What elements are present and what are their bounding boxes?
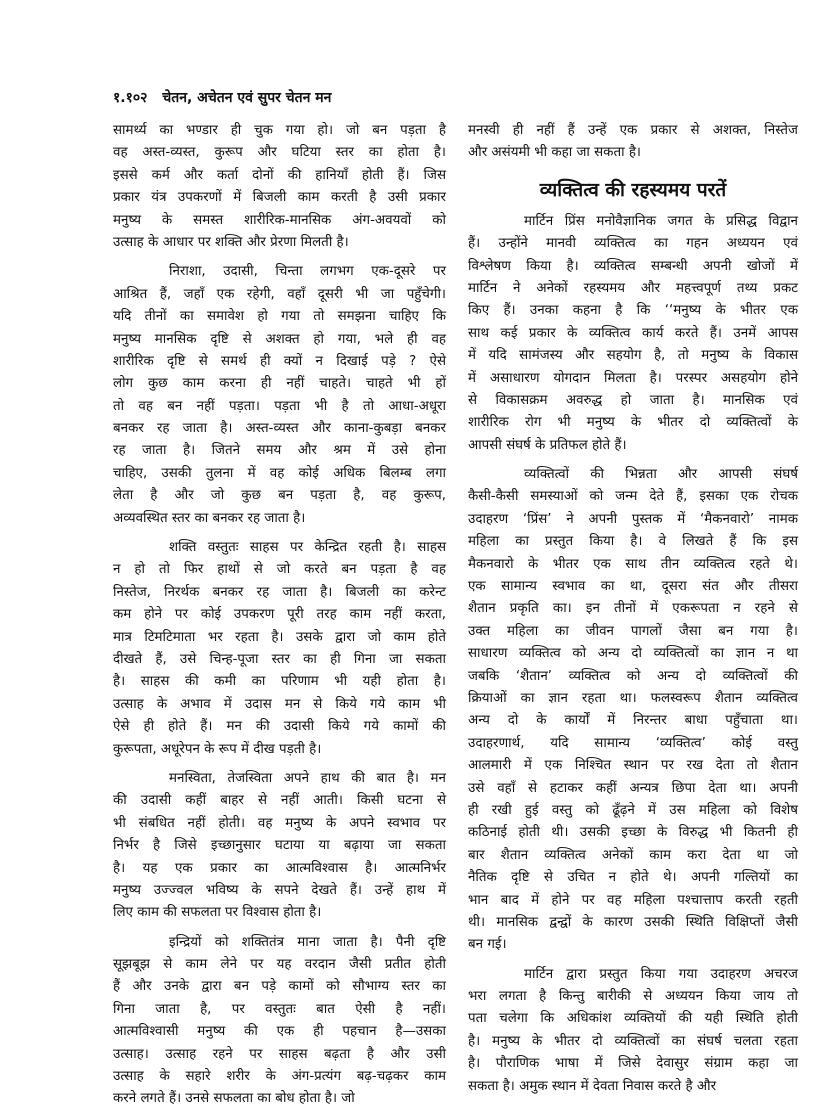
- text-line: मनुष्य मानसिक दृष्टि से अशक्त हो गया, भले ही वह: [113, 331, 446, 347]
- paragraph: [113, 768, 446, 925]
- text-line: थी। मानसिक द्वन्द्वों के कारण उसकी स्थिति विक्षिप्तों जैसी: [468, 914, 798, 930]
- text-line: व्यक्तित्वों की भिन्नता और आपसी संघर्ष: [524, 467, 798, 483]
- text-line: उदाहरण ‘प्रिंस’ ने अपनी पुस्तक में ‘मैकनवारो’ नामक: [468, 511, 798, 527]
- text-line: मार्टिन प्रिंस मनोवैज्ञानिक जगत के प्रसिद्ध विद्वान: [524, 213, 798, 229]
- text-line: मार्टिन द्वारा प्रस्तुत किया गया उदाहरण अचरज: [524, 966, 798, 982]
- text-line: मैकनवारो के भीतर एक साथ तीन व्यक्तित्व रहते थे।: [468, 556, 798, 572]
- text-line: मनस्विता, तेजस्विता अपने हाथ की बात है। मन: [169, 770, 446, 786]
- text-line: चाहिए, उसकी तुलना में वह कोई अधिक बिलम्ब लगा: [113, 465, 446, 481]
- text-line: करने लगते हैं। उनसे सफलता का बोध होता है। जो: [113, 1091, 355, 1107]
- text-line: है। यह एक प्रकार का आत्मविश्वास है। आत्मनिर्भर: [113, 860, 446, 876]
- text-line: उदाहरणार्थ, यदि सामान्य ‘व्यक्तित्व’ कोई वस्तु: [468, 735, 798, 751]
- text-line: मनस्वी ही नहीं हैं उन्हें एक प्रकार से अशक्त, निस्तेज: [468, 123, 798, 138]
- text-line: उक्त महिला का जीवन पागलों जैसा बन गया है।: [468, 623, 798, 639]
- right-column: [468, 120, 798, 1105]
- text-line: की उदासी कहीं बाहर से नहीं आती। किसी घटना से: [113, 793, 446, 809]
- text-line: बन गई।: [468, 937, 507, 953]
- text-line: आपसी संघर्ष के प्रतिफल होते हैं।: [468, 437, 627, 453]
- text-line: अव्यवस्थित स्तर का बनकर रह जाता है।: [113, 510, 306, 526]
- text-line: आश्रित हैं, जहाँ एक रहेगी, वहाँ दूसरी भी जा पहुँचेगी।: [113, 286, 446, 302]
- text-line: अन्य दो के कार्यों में निरन्तर बाधा पहुँचाता था।: [468, 713, 798, 729]
- text-line: कठिनाई होती थी। उसकी इच्छा के विरुद्ध भी कितनी ही: [468, 825, 798, 841]
- paragraph: [113, 261, 446, 530]
- paragraph: [468, 120, 798, 165]
- text-line: भान बाद में होने पर वह महिला पश्चात्ताप करती रहती: [468, 892, 798, 908]
- text-line: सामर्थ्य का भण्डार ही चुक गया हो। जो बन पड़ता है: [113, 123, 446, 138]
- text-line: गिना जाता है, पर वस्तुतः बात ऐसी है नहीं।: [113, 1001, 446, 1017]
- text-line: मात्र टिमटिमाता भर रहता है। उसके द्वारा जो काम होते: [113, 629, 446, 645]
- text-line: प्रकार यंत्र उपकरणों में बिजली काम करती है उसी प्रकार: [113, 190, 446, 206]
- text-line: निराशा, उदासी, चिन्ता लगभग एक-दूसरे पर: [169, 264, 446, 280]
- text-line: में असाधारण योगदान मिलता है। परस्पर असहयोग होने: [468, 370, 798, 386]
- text-line: पता चलेगा कि अधिकांश व्यक्तियों की यही स्थिति होती: [468, 1011, 798, 1027]
- text-line: लिए काम की सफलता पर विश्वास होता है।: [113, 905, 322, 921]
- text-line: न हो तो फिर हाथों से जो करते बन पड़ता है वह: [113, 562, 446, 578]
- text-line: उसे वहाँ से हटाकर कहीं अन्यत्र छिपा देता था। अपनी: [468, 780, 798, 796]
- text-line: तो वह बन नहीं पड़ता। पड़ता भी है तो आधा-अधूरा: [113, 398, 446, 414]
- left-column: [113, 120, 446, 1118]
- text-line: उत्साह के अभाव में उदास मन से किये गये काम भी: [113, 696, 446, 712]
- text-line: शैतान प्रकृति का। इन तीनों में एकरूपता न रहने से: [468, 601, 798, 617]
- paragraph: [468, 464, 798, 957]
- text-line: क्रियाओं का ज्ञान रहता था। फलस्वरूप शैतान व्यक्तित्व: [468, 690, 798, 706]
- running-title: चेतन, अचेतन एवं सुपर चेतन मन: [162, 90, 332, 106]
- text-line: विश्लेषण किया है। व्यक्तित्व सम्बन्धी अपनी खोजों में: [468, 258, 798, 274]
- text-line: यदि तीनों का समावेश हो गया तो समझना चाहिए कि: [113, 309, 446, 325]
- text-line: आत्मविश्वासी मनुष्य की एक ही पहचान है—उसका: [113, 1024, 446, 1040]
- text-line: साथ कई प्रकार के व्यक्तित्व कार्य करते हैं। उनमें आपस: [468, 325, 798, 341]
- text-line: और असंयमी भी कहा जा सकता है।: [468, 145, 642, 161]
- text-line: इससे कर्म और कर्ता दोनों की हानियाँ होती हैं। जिस: [113, 167, 446, 183]
- text-line: आलमारी में एक निश्चित स्थान पर रख देता तो शैतान: [468, 758, 798, 774]
- text-line: शारीरिक रोग भी मनुष्य के भीतर दो व्यक्तित्वों के: [468, 415, 798, 431]
- text-line: में यदि सामंजस्य और सहयोग है, तो मनुष्य के विकास: [468, 348, 798, 364]
- text-line: से विकासक्रम अवरुद्ध हो जाता है। मानसिक एवं: [468, 392, 798, 408]
- text-line: कम होने पर कोई उपकरण पूरी तरह काम नहीं करता,: [113, 607, 446, 623]
- text-line: निर्भर है जिसे इच्छानुसार घटाया या बढ़ाया जा सकता: [113, 838, 446, 854]
- paragraph: [113, 120, 446, 254]
- text-line: मनुष्य के समस्त शारीरिक-मानसिक अंग-अवयवों को: [113, 212, 446, 228]
- text-line: नैतिक दृष्टि से उचित न होते थे। अपनी गल्तियों का: [468, 870, 798, 886]
- text-line: किए हैं। उनका कहना है कि ‘‘मनुष्य के भीतर एक: [468, 303, 798, 319]
- text-line: शारीरिक दृष्टि से समर्थ ही क्यों न दिखाई पड़े ? ऐसे: [113, 353, 446, 369]
- text-line: ही रखी हुई वस्तु को ढूँढ़ने में उस महिला को विशेष: [468, 802, 798, 818]
- text-line: मनुष्य उज्ज्वल भविष्य के सपने देखते हैं। उन्हें हाथ में: [113, 882, 446, 898]
- text-line: उत्साह। उत्साह रहने पर साहस बढ़ता है और उसी: [113, 1046, 446, 1062]
- running-header: [113, 88, 331, 107]
- text-line: बनकर रह जाता है। अस्त-व्यस्त और काना-कुबड़ा बनकर: [113, 421, 446, 437]
- paragraph: [468, 964, 798, 1098]
- text-line: महिला का प्रस्तुत किया है। वे लिखते हैं कि इस: [468, 534, 798, 550]
- paragraph: [113, 932, 446, 1111]
- text-line: रह जाता है। जितने समय और श्रम में उसे होना: [113, 443, 446, 459]
- text-line: सकता है। अमुक स्थान में देवता निवास करते है और: [468, 1078, 717, 1094]
- text-line: कैसी-कैसी समस्याओं को जन्म देते हैं, इसका एक रोचक: [468, 489, 798, 505]
- text-line: साधारण व्यक्तित्व को अन्य दो व्यक्तित्वों का ज्ञान न था: [468, 646, 798, 662]
- text-line: उत्साह के आधार पर शक्ति और प्रेरणा मिलती है।: [113, 234, 349, 250]
- text-line: है। पौराणिक भाषा में जिसे देवासुर संग्राम कहा जा: [468, 1056, 798, 1072]
- paragraph: [113, 537, 446, 761]
- text-line: दीखते हैं, उसे चिन्ह-पूजा स्तर का ही गिना जा सकता: [113, 651, 446, 667]
- text-line: उत्साह के सहारे शरीर के अंग-प्रत्यंग बढ़-चढ़कर काम: [113, 1069, 446, 1085]
- page-number: १.१०२: [113, 90, 148, 106]
- text-line: लेता है और जो कुछ बन पड़ता है, वह कुरूप,: [113, 488, 446, 504]
- text-line: सूझबूझ से काम लेने पर यह वरदान जैसी प्रतीत होती: [113, 957, 446, 973]
- text-line: जबकि ‘शैतान’ व्यक्तित्व को अन्य दो व्यक्तित्वों की: [468, 668, 798, 684]
- text-line: कुरूपता, अधूरेपन के रूप में दीख पड़ती है।: [113, 741, 322, 757]
- text-line: वह अस्त-व्यस्त, कुरूप और घटिया स्तर का होता है।: [113, 145, 446, 161]
- text-line: बार शैतान व्यक्तित्व अनेकों काम करा देता था जो: [468, 847, 798, 863]
- text-line: हैं और उनके द्वारा बन पड़े कामों को सौभाग्य स्तर का: [113, 979, 446, 995]
- text-line: निस्तेज, निरर्थक बनकर रह जाता है। बिजली का करेन्ट: [113, 584, 446, 600]
- text-line: भी संबधित नहीं होती। वह मनुष्य के अपने स्वभाव पर: [113, 815, 446, 831]
- text-line: इन्द्रियों को शक्तितंत्र माना जाता है। पैनी दृष्टि: [169, 934, 446, 950]
- paragraph: [468, 211, 798, 457]
- text-line: है। साहस की कमी का परिणाम भी यही होता है।: [113, 674, 446, 690]
- text-line: शक्ति वस्तुतः साहस पर केन्द्रित रहती है। साहस: [169, 540, 446, 556]
- text-line: मार्टिन ने अनेकों रहस्यमय और महत्त्वपूर्ण तथ्य प्रकट: [468, 280, 798, 296]
- text-line: लोग कुछ काम करना ही नहीं चाहते। चाहते भी हों: [113, 376, 446, 392]
- text-line: एक सामान्य स्वभाव का था, दूसरा संत और तीसरा: [468, 579, 798, 595]
- text-line: ऐसे ही होते हैं। मन की उदासी किये गये कामों की: [113, 719, 446, 735]
- text-line: है। मनुष्य के भीतर दो व्यक्तित्वों का संघर्ष चलता रहता: [468, 1033, 798, 1049]
- text-line: हैं। उन्होंने मानवी व्यक्तित्व का गहन अध्ययन एवं: [468, 236, 798, 252]
- section-heading: व्यक्तित्व की रहस्यमय परतें: [539, 178, 727, 201]
- text-line: भरा लगता है किन्तु बारीकी से अध्ययन किया जाय तो: [468, 989, 798, 1005]
